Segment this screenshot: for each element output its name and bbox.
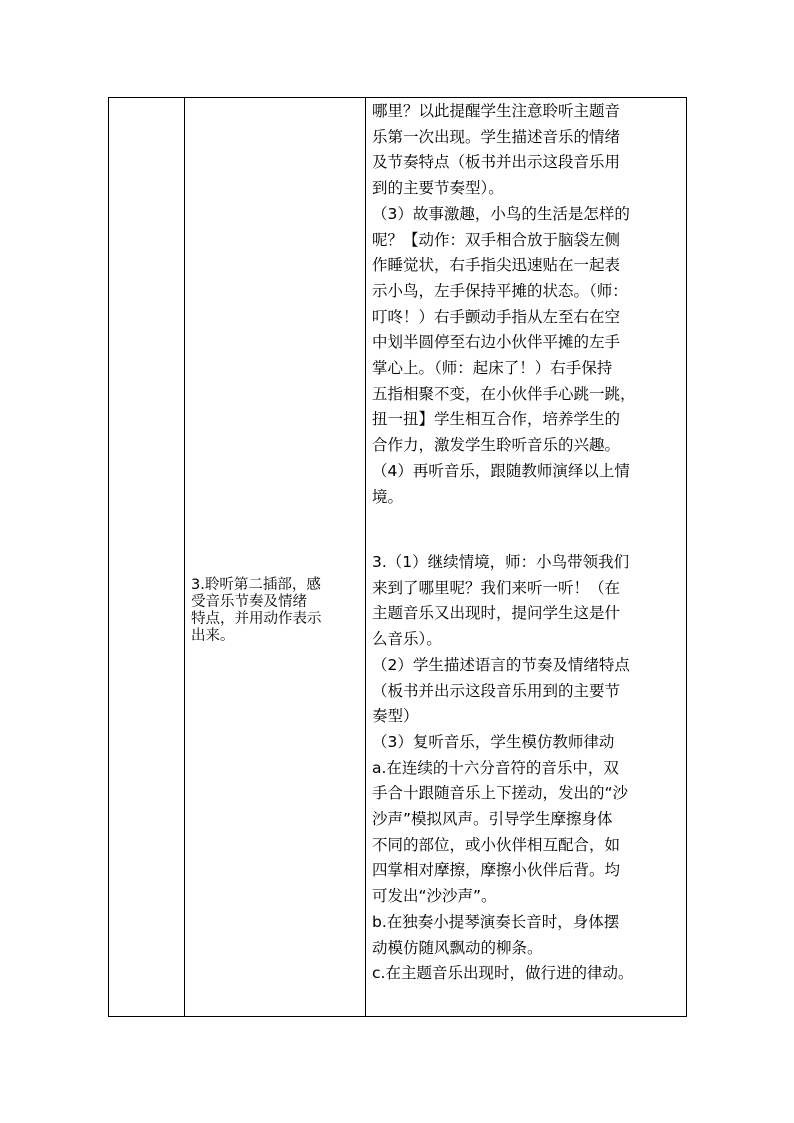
activity-text-bottom: 3.（1）继续情境，师：小鸟带领我们 来到了哪里呢？我们来听一听！（在 主题音乐又出现时，提问学生这是什 么音乐）。 （2）学生描述语言的节奏及情绪特点 （板书并出示这段音乐用到的主要节 奏型） （3）复听音乐，学生模仿教师律动 a.在连续的十六分音符的音乐中，双 手合十跟随音乐上下搓动，发出的“沙 沙声”模拟风声。引导学生摩擦身体 不同的部位，或小伙伴相互配合，如 四掌相对摩擦，摩擦小伙伴后背。均 可发出“沙沙声”。 b.在独奏小提琴演奏长音时，身体摆 动模仿随风飘动的柳条。 c.在主题音乐出现时，做行进的律动。 [372, 553, 634, 983]
teaching-step-cell: 3.聆听第二插部，感 受音乐节奏及情绪 特点，并用动作表示 出来。 [191, 577, 322, 644]
table-column-2 [185, 98, 366, 1016]
table-column-1 [109, 98, 185, 1016]
lesson-plan-table [108, 97, 687, 1017]
table-column-3 [366, 98, 686, 1016]
activity-text-top: 哪里？以此提醒学生注意聆听主题音 乐第一次出现。学生描述音乐的情绪 及节奏特点（板书并出示这段音乐用 到的主要节奏型）。 （3）故事激趣，小鸟的生活是怎样的 呢？【动作：双手相合放于脑袋左侧 作睡觉状，右手指尖迅速贴在一起表 示小鸟，左手保持平摊的状态。（师： 叮咚！）右手颤动手指从左至右在空 中划半圆停至右边小伙伴平摊的左手 掌心上。（师：起床了！）右手保持 五指相聚不变，在小伙伴手心跳一跳， 扭一扭】学生相互合作，培养学生的 合作力，激发学生聆听音乐的兴趣。 （4）再听音乐，跟随教师演绎以上情 境。 [372, 102, 636, 506]
